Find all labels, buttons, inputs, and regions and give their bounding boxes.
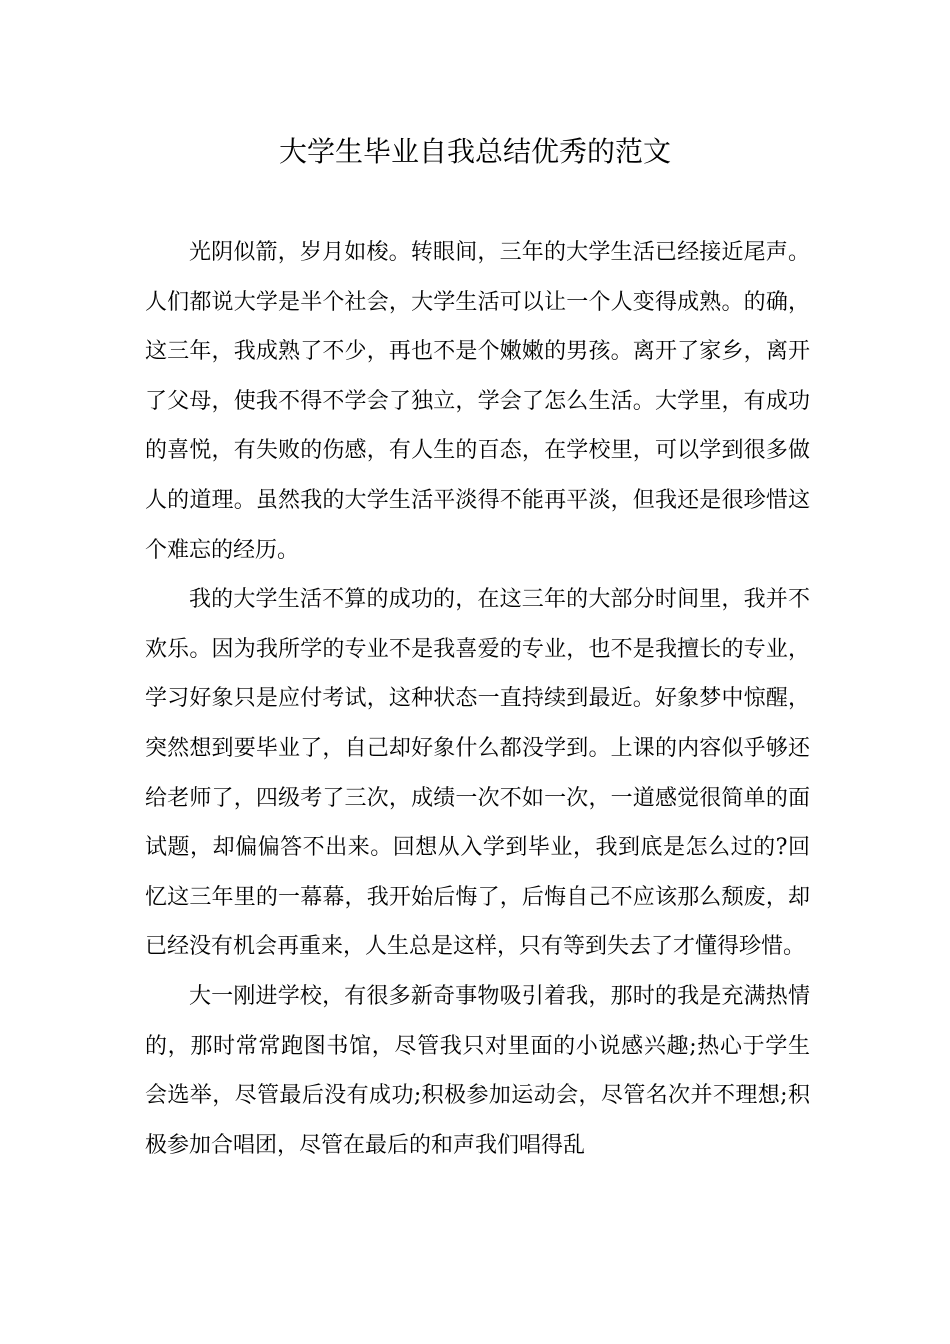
document-body <box>145 228 810 1170</box>
paragraph-2: 我的大学生活不算的成功的，在这三年的大部分时间里，我并不欢乐。因为我所学的专业不是我喜爱的专业，也不是我擅长的专业，学习好象只是应付考试，这种状态一直持续到最近。好象梦中惊醒，突然想到要毕业了，自己却好象什么都没学到。上课的内容似乎够还给老师了，四级考了三次，成绩一次不如一次，一道感觉很简单的面试题，却偏偏答不出来。回想从入学到毕业，我到底是怎么过的?回忆这三年里的一幕幕，我开始后悔了，后悔自己不应该那么颓废，却已经没有机会再重来，人生总是这样，只有等到失去了才懂得珍惜。 <box>145 587 810 960</box>
document-title: 大学生毕业自我总结优秀的范文 <box>278 135 671 168</box>
paragraph-1: 光阴似箭，岁月如梭。转眼间，三年的大学生活已经接近尾声。人们都说大学是半个社会，大学生活可以让一个人变得成熟。的确，这三年，我成熟了不少，再也不是个嫩嫩的男孩。离开了家乡，离开了父母，使我不得不学会了独立，学会了怎么生活。大学里，有成功的喜悦，有失败的伤感，有人生的百态，在学校里，可以学到很多做人的道理。虽然我的大学生活平淡得不能再平淡，但我还是很珍惜这个难忘的经历。 <box>145 240 810 563</box>
paragraph-3: 大一刚进学校，有很多新奇事物吸引着我，那时的我是充满热情的，那时常常跑图书馆，尽管我只对里面的小说感兴趣;热心于学生会选举，尽管最后没有成功;积极参加运动会，尽管名次并不理想;积极参加合唱团，尽管在最后的和声我们唱得乱 <box>145 983 810 1158</box>
